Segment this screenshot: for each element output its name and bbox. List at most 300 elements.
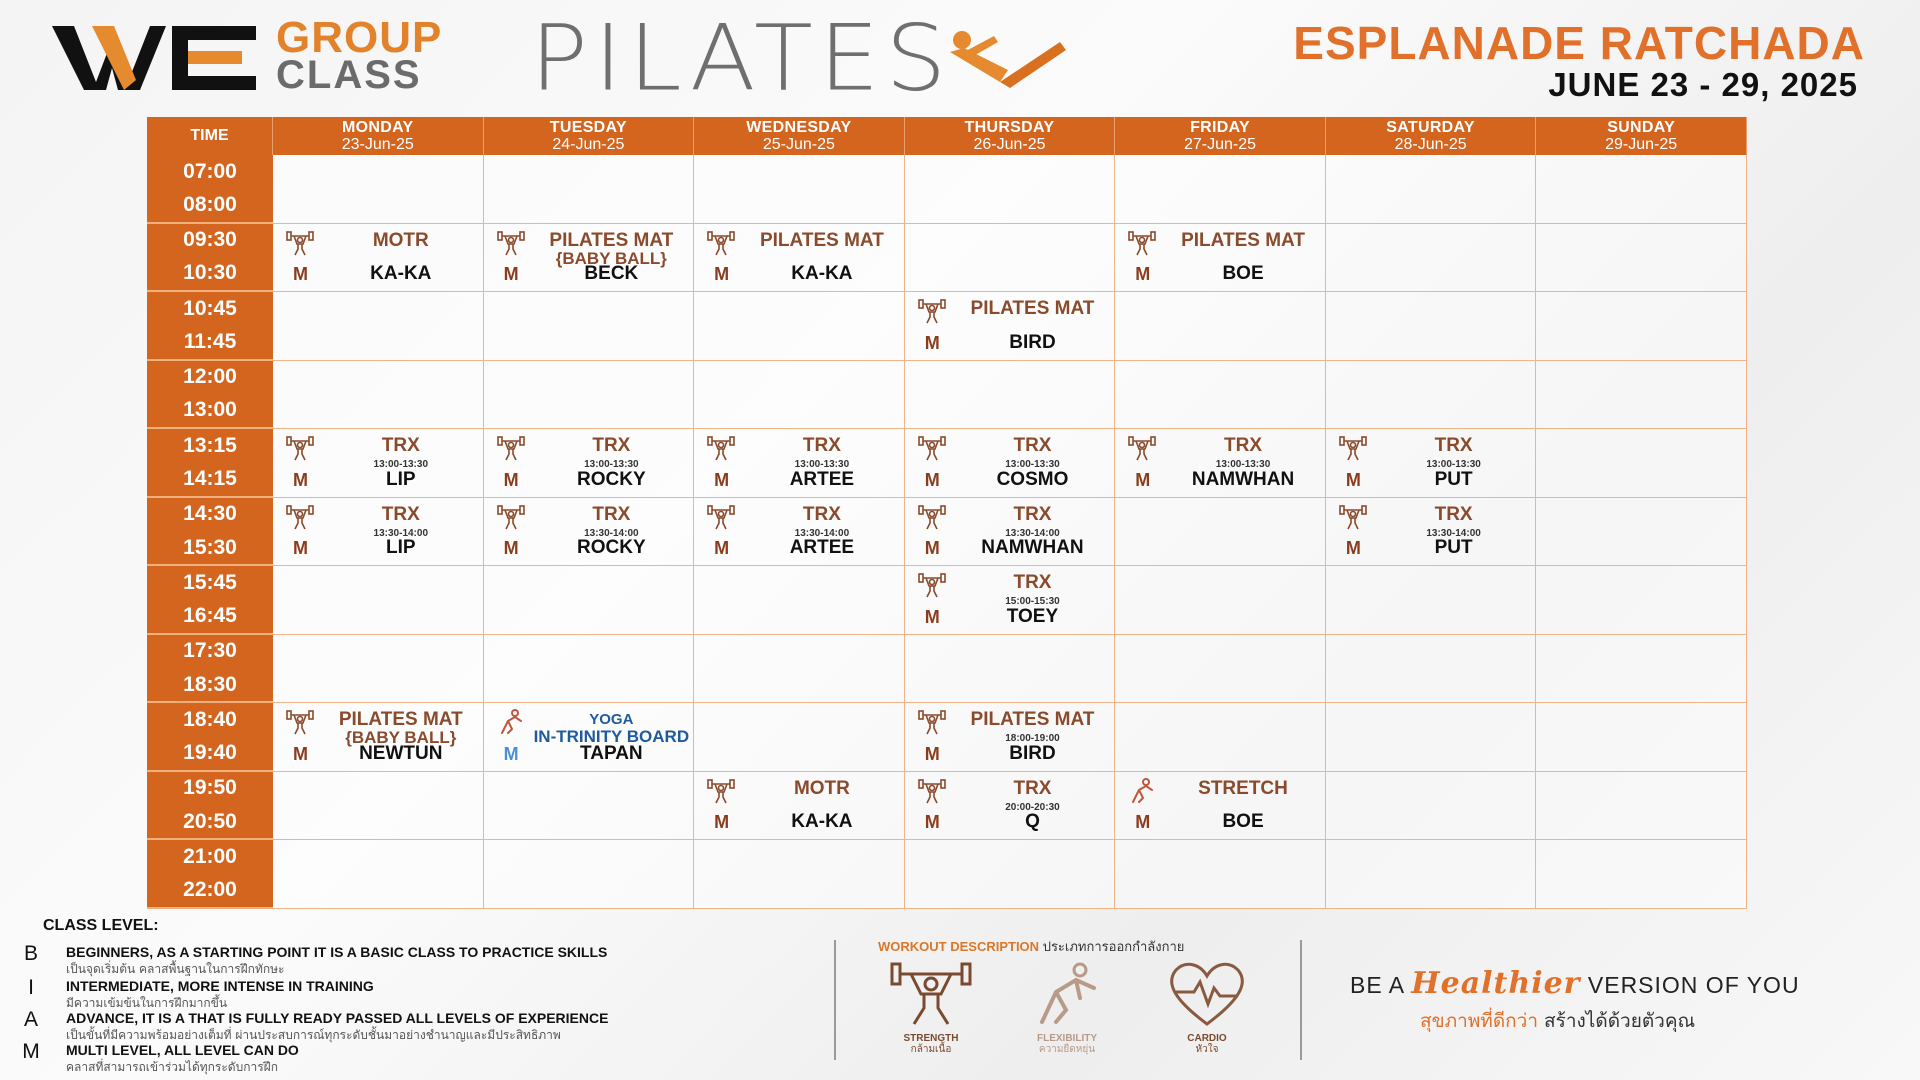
class-coach: COSMO	[996, 468, 1069, 490]
class-subtitle: {BABY BALL}	[345, 728, 457, 748]
schedule-cell	[273, 566, 484, 635]
time-label: 17:30	[183, 639, 237, 663]
class-entry[interactable]	[484, 498, 694, 566]
schedule-cell	[905, 772, 1116, 841]
class-name	[1165, 437, 1321, 455]
class-coach: ROCKY	[577, 537, 646, 559]
class-level: M	[293, 469, 308, 490]
strength-icon	[1127, 435, 1157, 461]
schedule-cell	[273, 429, 484, 498]
strength-icon	[496, 435, 526, 461]
class-title: TRX	[1434, 503, 1473, 525]
schedule-cell	[905, 635, 1116, 704]
schedule-cell	[1115, 772, 1326, 841]
schedule-cell	[1326, 772, 1537, 841]
class-name	[955, 437, 1111, 455]
class-level: M	[1135, 812, 1151, 833]
slogan	[1350, 966, 1800, 1001]
level-desc-en: BEGINNERS, AS A STARTING POINT IT IS A BASIC CLASS TO PRACTICE SKILLS	[66, 944, 608, 960]
schedule-cell	[1536, 840, 1747, 909]
time-label: 07:00	[183, 159, 237, 183]
schedule-cell	[1326, 635, 1537, 704]
class-entry[interactable]	[694, 498, 904, 566]
class-entry[interactable]	[905, 772, 1115, 840]
class-title: TRX	[1224, 435, 1263, 457]
day-header	[694, 117, 905, 155]
class-name	[323, 229, 479, 251]
class-time: 13:00-13:30	[373, 459, 429, 471]
cardio-label: CARDIO	[1187, 1033, 1227, 1044]
class-title: PILATES MAT	[549, 229, 674, 251]
class-entry[interactable]	[694, 772, 904, 840]
schedule-cell	[1115, 566, 1326, 635]
schedule-cell	[1536, 635, 1747, 704]
class-title: PILATES MAT	[970, 709, 1095, 731]
day-name: THURSDAY	[964, 119, 1055, 136]
class-coach: BOE	[1222, 811, 1264, 833]
schedule-cell	[1536, 703, 1747, 772]
workout-flexibility	[1012, 958, 1122, 1055]
time-label: 11:45	[183, 329, 237, 353]
strength-icon	[1127, 230, 1157, 256]
class-entry[interactable]	[273, 703, 483, 771]
class-entry[interactable]	[694, 224, 904, 292]
class-title: TRX	[1013, 503, 1052, 525]
schedule-cell	[1115, 155, 1326, 224]
schedule-cell	[1326, 292, 1537, 361]
class-entry[interactable]	[484, 429, 694, 497]
class-title: TRX	[381, 503, 420, 525]
time-label: 09:30	[183, 228, 237, 252]
class-title: TRX	[381, 435, 420, 457]
class-coach: NEWTUN	[359, 742, 443, 764]
strength-icon	[917, 709, 947, 735]
schedule-cell	[273, 498, 484, 567]
schedule-cell	[1536, 772, 1747, 841]
time-cell	[147, 429, 273, 498]
time-label: 13:15	[183, 433, 237, 457]
class-coach: KA-KA	[370, 263, 432, 285]
workout-title-en: WORKOUT DESCRIPTION	[878, 939, 1040, 954]
time-cell	[147, 292, 273, 361]
class-coach: BIRD	[1009, 331, 1056, 353]
class-coach: ROCKY	[577, 468, 646, 490]
day-name: MONDAY	[342, 119, 414, 136]
class-name	[323, 437, 479, 455]
schedule-cell	[1326, 361, 1537, 430]
class-coach: TAPAN	[580, 742, 643, 764]
class-coach: KA-KA	[791, 263, 853, 285]
class-entry[interactable]	[905, 429, 1115, 497]
schedule-cell	[1326, 224, 1537, 293]
time-label: 13:00	[183, 398, 237, 422]
time-label: 15:45	[183, 570, 237, 594]
schedule-cell	[484, 224, 695, 293]
time-cell	[147, 361, 273, 430]
strength-label-th: กล้ามเนื้อ	[910, 1044, 952, 1055]
class-level: M	[924, 812, 940, 833]
flexibility-icon	[1127, 778, 1157, 804]
schedule-cell	[1536, 498, 1747, 567]
class-name	[744, 229, 900, 251]
schedule-cell	[1115, 703, 1326, 772]
class-title: PILATES MAT	[759, 229, 884, 251]
class-name	[1165, 229, 1321, 251]
class-title: TRX	[1013, 435, 1052, 457]
class-title: MOTR	[793, 777, 850, 799]
day-name: SATURDAY	[1386, 119, 1475, 136]
class-entry[interactable]	[694, 429, 904, 497]
day-date: 27-Jun-25	[1184, 136, 1257, 153]
level-letter: M	[22, 1040, 40, 1063]
class-coach: ARTEE	[789, 468, 855, 490]
time-label: 10:30	[183, 261, 237, 285]
flexibility-icon	[1022, 958, 1112, 1028]
class-time: 13:00-13:30	[794, 459, 850, 471]
class-entry[interactable]	[484, 703, 694, 771]
schedule-cell	[484, 703, 695, 772]
slogan-th-rest: สร้างได้ด้วยตัวคุณ	[1538, 1010, 1696, 1032]
class-subtitle: {BABY BALL}	[555, 248, 667, 268]
flexibility-label: FLEXIBILITY	[1037, 1033, 1097, 1044]
strength-icon	[706, 504, 736, 530]
class-level: M	[714, 469, 730, 490]
day-date: 28-Jun-25	[1394, 136, 1467, 153]
day-name: WEDNESDAY	[746, 119, 852, 136]
level-letter: A	[23, 1008, 38, 1031]
schedule-cell	[484, 635, 695, 704]
schedule-cell	[694, 292, 905, 361]
schedule-cell	[273, 703, 484, 772]
schedule-cell	[905, 429, 1116, 498]
class-name	[955, 777, 1111, 799]
class-entry[interactable]	[905, 292, 1115, 360]
class-level: M	[503, 264, 519, 285]
schedule-cell	[905, 224, 1116, 293]
class-subtitle: IN-TRINITY BOARD	[533, 727, 690, 747]
workout-title-th: ประเภทการออกกำลังกาย	[1042, 940, 1185, 955]
class-name	[955, 503, 1111, 525]
class-time: 18:00-19:00	[1005, 733, 1060, 745]
schedule-cell	[694, 703, 905, 772]
strength-icon	[886, 958, 976, 1028]
time-label: 08:00	[183, 192, 237, 216]
schedule-cell	[905, 498, 1116, 567]
day-date: 25-Jun-25	[762, 136, 835, 153]
schedule-cell	[1115, 361, 1326, 430]
slogan-pre: BE A	[1350, 972, 1412, 998]
schedule-cell	[1326, 155, 1537, 224]
strength-icon	[917, 504, 947, 530]
class-title: TRX	[1013, 572, 1052, 594]
schedule-cell	[273, 155, 484, 224]
class-level-title: CLASS LEVEL:	[43, 917, 159, 934]
time-label: 18:30	[183, 672, 237, 696]
day-name: FRIDAY	[1190, 119, 1250, 136]
time-label: 15:30	[183, 535, 237, 559]
schedule-cell	[1115, 224, 1326, 293]
schedule-cell	[1536, 292, 1747, 361]
time-label: 14:30	[183, 502, 237, 526]
class-time: 13:30-14:00	[373, 527, 429, 539]
class-title: TRX	[802, 503, 841, 525]
slogan-thai	[1420, 1006, 1695, 1036]
day-header	[905, 117, 1116, 155]
footer-divider	[834, 940, 836, 1060]
strength-icon	[285, 709, 315, 735]
class-title: TRX	[802, 435, 841, 457]
schedule-cell	[1536, 224, 1747, 293]
schedule-cell	[1536, 566, 1747, 635]
day-header	[1115, 117, 1326, 155]
time-cell	[147, 566, 273, 635]
class-entry[interactable]	[273, 498, 483, 566]
class-level: M	[1345, 538, 1361, 559]
strength-icon	[706, 778, 736, 804]
class-entry[interactable]	[905, 703, 1115, 771]
schedule-cell	[484, 840, 695, 909]
class-level: M	[1135, 264, 1151, 285]
schedule-cell	[694, 498, 905, 567]
class-level: M	[714, 812, 730, 833]
class-entry[interactable]	[1115, 429, 1325, 497]
schedule-cell	[1326, 703, 1537, 772]
strength-icon	[496, 504, 526, 530]
strength-icon	[285, 230, 315, 256]
class-title: PILATES MAT	[970, 298, 1095, 320]
time-label: 16:45	[183, 604, 237, 628]
schedule-cell	[1115, 635, 1326, 704]
class-time: 15:00-15:30	[1005, 596, 1060, 608]
schedule-cell	[694, 566, 905, 635]
venue-title: ESPLANADE RATCHADA	[1293, 17, 1865, 69]
class-time: 13:00-13:30	[1005, 459, 1060, 471]
class-name	[744, 777, 900, 799]
class-coach: PUT	[1434, 468, 1473, 490]
class-coach: LIP	[386, 468, 416, 490]
class-time: 13:30-14:00	[584, 527, 639, 539]
class-coach: ARTEE	[789, 537, 855, 559]
logo-pilates-text: PILATES	[530, 4, 953, 112]
class-coach: Q	[1025, 811, 1040, 833]
class-title: TRX	[592, 503, 631, 525]
class-name	[1165, 777, 1321, 799]
time-label: 21:00	[183, 844, 237, 868]
schedule-cell	[694, 224, 905, 293]
schedule-table	[147, 117, 1747, 909]
class-name	[955, 711, 1111, 729]
schedule-cell	[1326, 498, 1537, 567]
class-coach: TOEY	[1006, 605, 1059, 627]
class-coach: NAMWHAN	[981, 537, 1084, 559]
workout-cardio	[1152, 958, 1262, 1055]
strength-icon	[917, 572, 947, 598]
schedule-cell	[273, 635, 484, 704]
time-header: TIME	[147, 117, 273, 155]
schedule-cell	[905, 566, 1116, 635]
class-entry[interactable]	[273, 429, 483, 497]
class-title: PILATES MAT	[1181, 229, 1305, 251]
class-level: M	[714, 538, 730, 559]
level-desc-th: เป็นจุดเริ่มต้น คลาสพื้นฐานในการฝึกทักษะ	[66, 962, 285, 976]
schedule-cell	[484, 566, 695, 635]
level-letter: I	[28, 976, 34, 999]
schedule-cell	[1115, 498, 1326, 567]
cardio-icon	[1162, 958, 1252, 1028]
day-header	[273, 117, 484, 155]
day-header	[1326, 117, 1537, 155]
schedule-cell	[484, 155, 695, 224]
time-cell	[147, 772, 273, 841]
class-title: TRX	[592, 435, 631, 457]
schedule-cell	[694, 361, 905, 430]
class-title: STRETCH	[1198, 777, 1288, 799]
class-name	[534, 437, 690, 455]
class-level: M	[924, 743, 940, 764]
class-entry[interactable]	[905, 498, 1115, 566]
schedule-cell	[1536, 361, 1747, 430]
schedule-cell	[273, 224, 484, 293]
class-coach: NAMWHAN	[1191, 468, 1295, 490]
schedule-cell	[484, 429, 695, 498]
day-date: 24-Jun-25	[552, 136, 625, 153]
strength-icon	[1338, 435, 1368, 461]
schedule-cell	[484, 292, 695, 361]
schedule-cell	[1115, 840, 1326, 909]
class-name	[744, 437, 900, 455]
schedule-cell	[694, 635, 905, 704]
class-title: MOTR	[372, 229, 429, 251]
strength-icon	[706, 230, 736, 256]
class-coach: KA-KA	[791, 811, 853, 833]
class-level: M	[924, 606, 940, 627]
class-level: M	[503, 743, 519, 764]
class-name	[323, 503, 479, 525]
level-desc-th: คลาสที่สามารถเข้าร่วมได้ทุกระดับการฝึก	[66, 1060, 278, 1074]
class-level: M	[1345, 469, 1361, 490]
strength-label: STRENGTH	[903, 1033, 959, 1044]
day-date: 23-Jun-25	[341, 136, 414, 153]
cardio-label-th: หัวใจ	[1195, 1044, 1219, 1055]
class-entry[interactable]	[1115, 224, 1325, 292]
schedule-cell	[1115, 429, 1326, 498]
time-label: 10:45	[183, 296, 237, 320]
class-title: TRX	[1434, 435, 1473, 457]
class-time: 13:00-13:30	[1426, 459, 1481, 471]
class-coach: BOE	[1222, 263, 1264, 285]
class-entry[interactable]	[484, 224, 694, 292]
class-level: M	[714, 264, 730, 285]
strength-icon	[496, 230, 526, 256]
schedule-cell	[905, 292, 1116, 361]
level-letter: B	[23, 942, 38, 965]
schedule-cell	[484, 772, 695, 841]
strength-icon	[917, 298, 947, 324]
time-cell	[147, 498, 273, 567]
schedule-cell	[484, 498, 695, 567]
workout-description-title	[878, 936, 1184, 957]
class-level: M	[924, 469, 940, 490]
schedule-cell	[905, 361, 1116, 430]
time-label: 19:40	[183, 741, 237, 765]
class-level: M	[293, 743, 308, 764]
level-desc-en: ADVANCE, IT IS A THAT IS FULLY READY PASSED ALL LEVELS OF EXPERIENCE	[66, 1010, 609, 1026]
class-entry[interactable]	[1115, 772, 1325, 840]
class-name	[534, 503, 690, 525]
class-title: TRX	[1013, 777, 1052, 799]
class-time: 13:00-13:30	[584, 459, 639, 471]
class-time: 13:30-14:00	[1426, 527, 1481, 539]
strength-icon	[285, 435, 315, 461]
class-entry[interactable]	[1326, 429, 1536, 497]
pilates-figure-icon	[930, 22, 1080, 98]
class-coach: LIP	[386, 537, 416, 559]
class-level: M	[503, 469, 519, 490]
flexibility-label-th: ความยืดหยุ่น	[1038, 1044, 1096, 1055]
class-coach: PUT	[1434, 537, 1473, 559]
class-name	[955, 300, 1111, 318]
level-desc-th: มีความเข้มข้นในการฝึกมากขึ้น	[66, 996, 228, 1010]
day-name: TUESDAY	[549, 119, 627, 136]
class-title: PILATES MAT	[338, 709, 463, 731]
schedule-cell	[1326, 840, 1537, 909]
class-time: 20:00-20:30	[1005, 801, 1060, 813]
level-desc-en: MULTI LEVEL, ALL LEVEL CAN DO	[66, 1042, 299, 1058]
time-label: 14:15	[183, 467, 237, 491]
class-level: M	[503, 538, 519, 559]
schedule-cell	[694, 840, 905, 909]
class-entry[interactable]	[1326, 498, 1536, 566]
schedule-cell	[273, 772, 484, 841]
class-level: M	[924, 538, 940, 559]
class-level: M	[1135, 469, 1151, 490]
schedule-cell	[1536, 429, 1747, 498]
day-date: 26-Jun-25	[973, 136, 1046, 153]
time-label: 20:50	[183, 809, 237, 833]
class-entry[interactable]	[905, 566, 1115, 634]
strength-icon	[917, 778, 947, 804]
time-label: 12:00	[183, 365, 237, 389]
schedule-cell	[694, 772, 905, 841]
time-cell	[147, 840, 273, 909]
time-cell	[147, 635, 273, 704]
time-label: 19:50	[183, 776, 237, 800]
strength-icon	[1338, 504, 1368, 530]
class-time: 13:30-14:00	[794, 527, 850, 539]
class-level: M	[293, 538, 308, 559]
schedule-cell	[1536, 155, 1747, 224]
footer-divider	[1300, 940, 1302, 1060]
time-label: 22:00	[183, 878, 237, 902]
schedule-cell	[273, 840, 484, 909]
day-header	[1536, 117, 1747, 155]
schedule-cell	[484, 361, 695, 430]
strength-icon	[917, 435, 947, 461]
logo-class-text: CLASS	[276, 53, 422, 97]
schedule-cell	[694, 429, 905, 498]
time-cell	[147, 224, 273, 293]
strength-icon	[706, 435, 736, 461]
class-entry[interactable]	[273, 224, 483, 292]
logo-group-text: GROUP	[276, 13, 443, 62]
schedule-cell	[905, 703, 1116, 772]
workout-strength	[876, 958, 986, 1055]
class-name	[534, 711, 690, 745]
week-range: JUNE 23 - 29, 2025	[1548, 66, 1858, 103]
schedule-cell	[273, 292, 484, 361]
class-name	[1376, 437, 1532, 455]
class-name	[1376, 503, 1532, 525]
